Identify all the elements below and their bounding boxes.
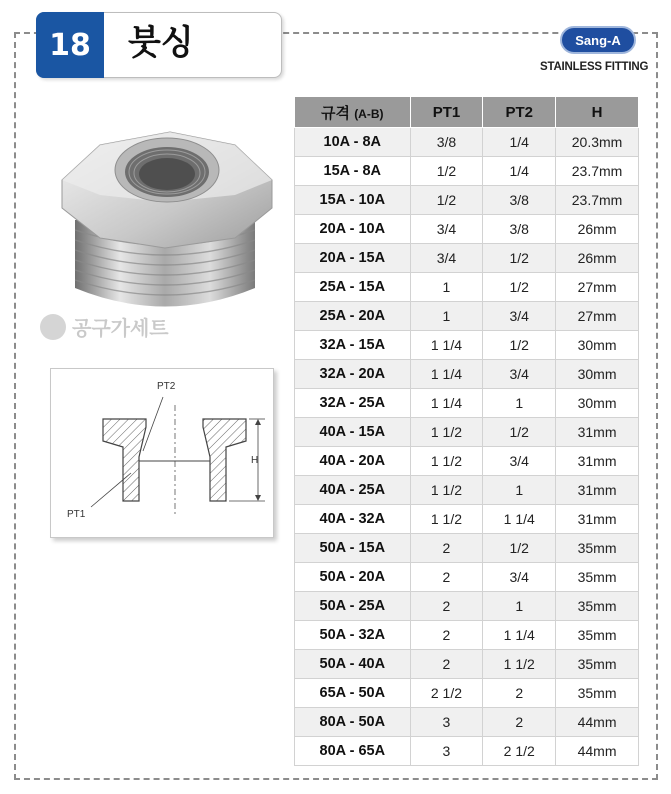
cell-spec: 40A - 20A [295, 447, 411, 476]
table-row [295, 331, 639, 360]
cell-pt2: 1/4 [483, 128, 556, 157]
cell-pt1: 3 [410, 737, 483, 766]
cell-h: 30mm [556, 389, 639, 418]
table-row [295, 650, 639, 679]
spec-table-body [295, 128, 639, 766]
table-row [295, 708, 639, 737]
table-row [295, 389, 639, 418]
cell-pt1: 3/8 [410, 128, 483, 157]
cell-spec: 10A - 8A [295, 128, 411, 157]
table-row [295, 679, 639, 708]
cross-section-diagram [50, 368, 274, 538]
cell-pt2: 1/2 [483, 534, 556, 563]
cell-pt1: 1 1/4 [410, 389, 483, 418]
cell-spec: 80A - 65A [295, 737, 411, 766]
cell-pt1: 2 1/2 [410, 679, 483, 708]
cell-spec: 25A - 15A [295, 273, 411, 302]
cell-h: 27mm [556, 273, 639, 302]
cell-h: 26mm [556, 244, 639, 273]
cell-spec: 20A - 10A [295, 215, 411, 244]
cell-h: 27mm [556, 302, 639, 331]
cell-pt1: 1 [410, 273, 483, 302]
table-row [295, 505, 639, 534]
cell-pt1: 3 [410, 708, 483, 737]
table-row [295, 476, 639, 505]
table-row [295, 157, 639, 186]
cell-spec: 80A - 50A [295, 708, 411, 737]
table-row [295, 418, 639, 447]
cell-pt2: 2 [483, 708, 556, 737]
label-pt1: PT1 [67, 509, 86, 520]
cell-spec: 50A - 40A [295, 650, 411, 679]
cell-spec: 50A - 32A [295, 621, 411, 650]
cell-h: 30mm [556, 360, 639, 389]
cell-h: 31mm [556, 505, 639, 534]
cell-spec: 32A - 25A [295, 389, 411, 418]
cell-h: 35mm [556, 534, 639, 563]
cell-h: 23.7mm [556, 186, 639, 215]
table-header-row [295, 97, 639, 128]
watermark-text: 공구가세트 [72, 316, 169, 340]
cell-pt2: 2 1/2 [483, 737, 556, 766]
cell-pt1: 3/4 [410, 215, 483, 244]
table-row [295, 592, 639, 621]
table-row [295, 244, 639, 273]
table-row [295, 447, 639, 476]
table-row [295, 534, 639, 563]
header-spec-unit: (A-B) [354, 106, 384, 121]
cell-pt2: 1 1/4 [483, 621, 556, 650]
watermark [40, 312, 169, 341]
cell-pt1: 2 [410, 650, 483, 679]
cell-pt2: 1 [483, 476, 556, 505]
cell-h: 30mm [556, 331, 639, 360]
cell-pt1: 2 [410, 592, 483, 621]
cell-spec: 32A - 15A [295, 331, 411, 360]
cell-h: 44mm [556, 737, 639, 766]
cell-h: 44mm [556, 708, 639, 737]
cell-spec: 40A - 25A [295, 476, 411, 505]
cell-spec: 50A - 15A [295, 534, 411, 563]
cell-spec: 50A - 25A [295, 592, 411, 621]
cell-pt2: 3/8 [483, 186, 556, 215]
cell-h: 20.3mm [556, 128, 639, 157]
cell-spec: 40A - 32A [295, 505, 411, 534]
cell-pt1: 1 1/2 [410, 505, 483, 534]
label-h: H [251, 455, 259, 466]
cell-pt2: 3/4 [483, 360, 556, 389]
header-spec [295, 97, 411, 128]
cell-spec: 15A - 8A [295, 157, 411, 186]
table-row [295, 186, 639, 215]
table-row [295, 302, 639, 331]
cell-h: 23.7mm [556, 157, 639, 186]
watermark-icon [40, 314, 66, 340]
spec-table [294, 96, 639, 766]
header-pt2: PT2 [483, 97, 556, 128]
cell-pt1: 2 [410, 563, 483, 592]
cell-pt2: 1/4 [483, 157, 556, 186]
cell-h: 35mm [556, 592, 639, 621]
cell-h: 31mm [556, 476, 639, 505]
cell-pt2: 1/2 [483, 418, 556, 447]
cell-pt2: 3/4 [483, 563, 556, 592]
table-row [295, 737, 639, 766]
header-h: H [556, 97, 639, 128]
table-row [295, 273, 639, 302]
table-row [295, 360, 639, 389]
cell-pt2: 2 [483, 679, 556, 708]
cell-pt1: 3/4 [410, 244, 483, 273]
cell-pt1: 2 [410, 621, 483, 650]
cell-h: 35mm [556, 650, 639, 679]
cell-pt2: 1/2 [483, 273, 556, 302]
cell-spec: 20A - 15A [295, 244, 411, 273]
brand-subtitle: STAINLESS FITTING [540, 61, 649, 73]
bushing-photo [40, 120, 290, 330]
cell-pt2: 3/4 [483, 447, 556, 476]
cell-pt1: 1 1/2 [410, 447, 483, 476]
label-pt2: PT2 [157, 381, 176, 392]
table-row [295, 563, 639, 592]
cell-h: 35mm [556, 621, 639, 650]
cell-pt1: 1 1/4 [410, 360, 483, 389]
cell-pt2: 3/8 [483, 215, 556, 244]
cell-spec: 15A - 10A [295, 186, 411, 215]
cell-pt2: 1 [483, 592, 556, 621]
cell-pt2: 1/2 [483, 331, 556, 360]
item-number-badge: 18 [36, 12, 104, 78]
cell-pt1: 1 [410, 302, 483, 331]
cell-pt1: 1 1/2 [410, 476, 483, 505]
cell-pt1: 2 [410, 534, 483, 563]
cell-h: 26mm [556, 215, 639, 244]
cell-pt2: 3/4 [483, 302, 556, 331]
header-spec-label: 규격 [321, 104, 351, 122]
cell-pt1: 1 1/2 [410, 418, 483, 447]
table-row [295, 215, 639, 244]
table-row [295, 621, 639, 650]
cell-h: 31mm [556, 418, 639, 447]
cell-h: 35mm [556, 563, 639, 592]
cell-pt1: 1/2 [410, 186, 483, 215]
cell-spec: 40A - 15A [295, 418, 411, 447]
cell-pt1: 1 1/4 [410, 331, 483, 360]
cell-spec: 25A - 20A [295, 302, 411, 331]
cell-pt2: 1 1/2 [483, 650, 556, 679]
page-title: 붓싱 [128, 23, 194, 63]
table-row [295, 128, 639, 157]
cell-pt1: 1/2 [410, 157, 483, 186]
cell-pt2: 1/2 [483, 244, 556, 273]
brand-logo: Sang-A [560, 26, 636, 54]
cell-h: 35mm [556, 679, 639, 708]
cell-spec: 65A - 50A [295, 679, 411, 708]
header-pt1: PT1 [410, 97, 483, 128]
cell-spec: 32A - 20A [295, 360, 411, 389]
cell-spec: 50A - 20A [295, 563, 411, 592]
cell-h: 31mm [556, 447, 639, 476]
cell-pt2: 1 1/4 [483, 505, 556, 534]
cell-pt2: 1 [483, 389, 556, 418]
